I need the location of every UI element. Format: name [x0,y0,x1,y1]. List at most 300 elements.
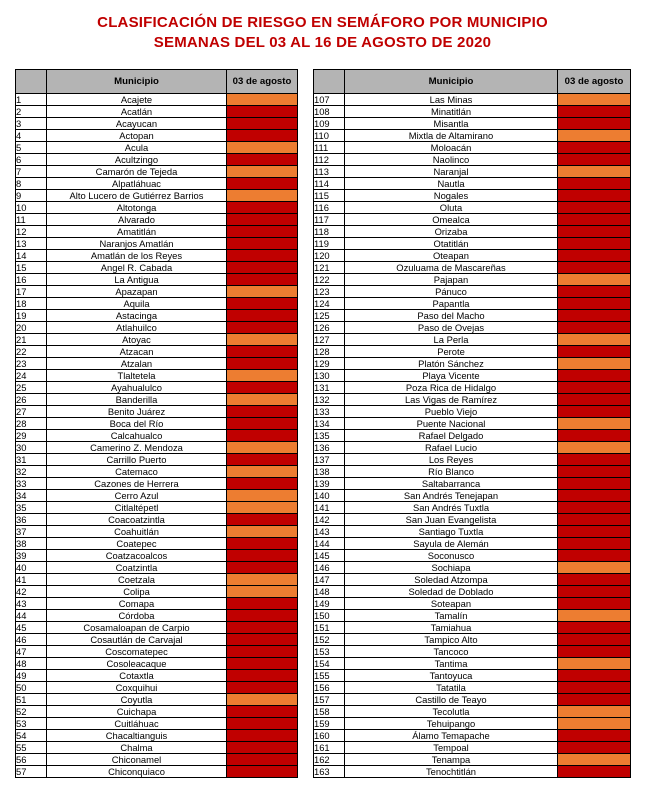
table-row [314,634,631,646]
semaforo-rojo-cell [558,538,631,550]
municipio-name: Tancoco [345,646,558,658]
table-row [314,670,631,682]
semaforo-rojo-cell [558,346,631,358]
semaforo-naranja-cell [558,562,631,574]
table-row [314,118,631,130]
table-row [16,454,298,466]
row-number: 141 [314,502,345,514]
municipio-name: Soledad Atzompa [345,574,558,586]
row-number: 125 [314,310,345,322]
semaforo-rojo-cell [227,226,298,238]
semaforo-rojo-cell [227,658,298,670]
municipio-name: Pueblo Viejo [345,406,558,418]
municipio-name: Coatzintla [47,562,227,574]
row-number: 29 [16,430,47,442]
page-subtitle: SEMANAS DEL 03 AL 16 DE AGOSTO DE 2020 [153,34,492,51]
row-number: 120 [314,250,345,262]
table-row [314,502,631,514]
municipio-name: Paso del Macho [345,310,558,322]
row-number: 139 [314,478,345,490]
municipio-name: Chiconquiaco [47,766,227,778]
table-row [16,478,298,490]
table-row [314,442,631,454]
municipio-name: Acatlán [47,106,227,118]
semaforo-rojo-cell [227,634,298,646]
municipio-name: Orizaba [345,226,558,238]
municipio-name: Cosoleacaque [47,658,227,670]
semaforo-rojo-cell [227,622,298,634]
row-number: 9 [16,190,47,202]
semaforo-naranja-cell [227,526,298,538]
row-number: 128 [314,346,345,358]
semaforo-rojo-cell [558,466,631,478]
semaforo-rojo-cell [227,718,298,730]
semaforo-rojo-cell [227,418,298,430]
table-row [16,646,298,658]
row-number: 138 [314,466,345,478]
table-row [314,742,631,754]
table-row [16,610,298,622]
municipio-name: Tecolutla [345,706,558,718]
row-number: 148 [314,586,345,598]
semaforo-rojo-cell [558,634,631,646]
municipio-name: Los Reyes [345,454,558,466]
municipio-name: Naolinco [345,154,558,166]
row-number: 34 [16,490,47,502]
row-number: 38 [16,538,47,550]
table-row [314,190,631,202]
municipio-name: Chacaltianguis [47,730,227,742]
table-header-row [16,70,298,94]
semaforo-rojo-cell [558,298,631,310]
semaforo-rojo-cell [227,106,298,118]
municipio-name: Las Vigas de Ramírez [345,394,558,406]
table-row [16,370,298,382]
row-number: 3 [16,118,47,130]
row-number: 155 [314,670,345,682]
row-number: 154 [314,658,345,670]
municipio-name: Chalma [47,742,227,754]
semaforo-rojo-cell [227,250,298,262]
semaforo-naranja-cell [227,586,298,598]
table-row [16,178,298,190]
table-row [314,202,631,214]
row-number: 134 [314,418,345,430]
row-number: 49 [16,670,47,682]
semaforo-naranja-cell [558,442,631,454]
row-number: 126 [314,322,345,334]
semaforo-rojo-cell [558,646,631,658]
municipio-name: Nautla [345,178,558,190]
table-row [314,298,631,310]
municipio-name: Minatitlán [345,106,558,118]
table-row [314,682,631,694]
row-number: 53 [16,718,47,730]
row-number: 130 [314,370,345,382]
municipio-name: Cerro Azul [47,490,227,502]
row-number: 14 [16,250,47,262]
semaforo-naranja-cell [227,142,298,154]
header-municipio: Municipio [47,70,227,94]
table-row [314,730,631,742]
semaforo-rojo-cell [558,394,631,406]
table-row [16,586,298,598]
row-number: 122 [314,274,345,286]
semaforo-rojo-cell [227,118,298,130]
municipio-name: Ozuluama de Mascareñas [345,262,558,274]
row-number: 146 [314,562,345,574]
row-number: 46 [16,634,47,646]
municipio-name: Aquila [47,298,227,310]
municipio-name: Sochiapa [345,562,558,574]
table-row [314,178,631,190]
table-row [16,94,298,106]
table-row [314,262,631,274]
table-row [16,442,298,454]
semaforo-rojo-cell [227,766,298,778]
semaforo-naranja-cell [227,286,298,298]
semaforo-naranja-cell [227,490,298,502]
row-number: 39 [16,550,47,562]
table-row [16,598,298,610]
row-number: 142 [314,514,345,526]
row-number: 24 [16,370,47,382]
table-row [314,310,631,322]
municipio-name: Cotaxtla [47,670,227,682]
table-row [16,634,298,646]
municipio-name: Angel R. Cabada [47,262,227,274]
table-row [314,106,631,118]
table-row [314,346,631,358]
row-number: 144 [314,538,345,550]
municipio-name: Rafael Delgado [345,430,558,442]
table-row [16,358,298,370]
semaforo-rojo-cell [227,202,298,214]
semaforo-naranja-cell [227,166,298,178]
municipio-name: Coatzacoalcos [47,550,227,562]
municipio-name: Actopan [47,130,227,142]
table-row [16,118,298,130]
table-row [314,394,631,406]
row-number: 157 [314,694,345,706]
table-row [314,358,631,370]
row-number: 108 [314,106,345,118]
semaforo-rojo-cell [558,190,631,202]
table-row [314,646,631,658]
header-week: 03 de agosto [558,70,631,94]
municipio-name: Playa Vicente [345,370,558,382]
table-row [314,214,631,226]
municipio-name: Acajete [47,94,227,106]
table-row [314,142,631,154]
row-number: 25 [16,382,47,394]
semaforo-rojo-cell [227,478,298,490]
municipio-name: Tantoyuca [345,670,558,682]
municipio-name: Soconusco [345,550,558,562]
table-row [16,214,298,226]
semaforo-rojo-cell [558,310,631,322]
semaforo-rojo-cell [227,346,298,358]
semaforo-rojo-cell [558,286,631,298]
row-number: 115 [314,190,345,202]
row-number: 37 [16,526,47,538]
row-number: 33 [16,478,47,490]
row-number: 51 [16,694,47,706]
table-row [16,106,298,118]
table-row [314,610,631,622]
row-number: 150 [314,610,345,622]
semaforo-rojo-cell [558,478,631,490]
semaforo-rojo-cell [558,574,631,586]
semaforo-rojo-cell [227,454,298,466]
table-row [16,658,298,670]
table-row [314,370,631,382]
table-row [16,718,298,730]
row-number: 129 [314,358,345,370]
municipio-name: Mixtla de Altamirano [345,130,558,142]
semaforo-rojo-cell [227,238,298,250]
semaforo-rojo-cell [558,430,631,442]
table-row [314,706,631,718]
table-row [314,322,631,334]
table-row [16,334,298,346]
semaforo-naranja-cell [227,334,298,346]
row-number: 55 [16,742,47,754]
semaforo-rojo-cell [558,454,631,466]
row-number: 153 [314,646,345,658]
table-header-row [314,70,631,94]
table-row [314,226,631,238]
semaforo-naranja-cell [227,694,298,706]
table-row [314,250,631,262]
municipio-name: Camarón de Tejeda [47,166,227,178]
row-number: 28 [16,418,47,430]
row-number: 133 [314,406,345,418]
table-row [16,142,298,154]
table-row [16,550,298,562]
municipio-name: Oluta [345,202,558,214]
row-number: 41 [16,574,47,586]
semaforo-rojo-cell [227,130,298,142]
table-row [314,406,631,418]
row-number: 11 [16,214,47,226]
table-row [16,238,298,250]
municipio-name: Coetzala [47,574,227,586]
table-row [314,382,631,394]
row-number: 52 [16,706,47,718]
municipio-name: Cuichapa [47,706,227,718]
row-number: 35 [16,502,47,514]
row-number: 4 [16,130,47,142]
row-number: 40 [16,562,47,574]
municipio-name: La Perla [345,334,558,346]
row-number: 147 [314,574,345,586]
municipio-name: Atzalan [47,358,227,370]
municipio-name: Comapa [47,598,227,610]
row-number: 10 [16,202,47,214]
municipio-name: Altotonga [47,202,227,214]
municipio-name: Chiconamel [47,754,227,766]
municipio-name: Las Minas [345,94,558,106]
row-number: 47 [16,646,47,658]
municipio-name: Calcahualco [47,430,227,442]
municipio-name: Coatepec [47,538,227,550]
row-number: 20 [16,322,47,334]
row-number: 43 [16,598,47,610]
row-number: 32 [16,466,47,478]
municipio-name: Pajapan [345,274,558,286]
row-number: 160 [314,730,345,742]
row-number: 135 [314,430,345,442]
municipio-name: Álamo Temapache [345,730,558,742]
municipio-name: Santiago Tuxtla [345,526,558,538]
table-row [16,538,298,550]
municipio-name: Soteapan [345,598,558,610]
semaforo-rojo-cell [558,142,631,154]
semaforo-naranja-cell [227,94,298,106]
row-number: 113 [314,166,345,178]
semaforo-rojo-cell [558,370,631,382]
table-row [314,490,631,502]
row-number: 8 [16,178,47,190]
municipio-name: Coyutla [47,694,227,706]
semaforo-rojo-cell [227,538,298,550]
table-row [16,190,298,202]
table-row [16,310,298,322]
table-row [314,586,631,598]
risk-table-left [15,69,298,778]
municipio-name: Nogales [345,190,558,202]
municipio-name: Alpatláhuac [47,178,227,190]
table-row [314,538,631,550]
table-row [314,454,631,466]
row-number: 54 [16,730,47,742]
table-row [16,154,298,166]
table-row [314,514,631,526]
row-number: 19 [16,310,47,322]
semaforo-rojo-cell [227,310,298,322]
semaforo-rojo-cell [558,202,631,214]
municipio-name: Apazapan [47,286,227,298]
row-number: 117 [314,214,345,226]
table-row [16,502,298,514]
municipio-name: Coacoatzintla [47,514,227,526]
municipio-name: Platón Sánchez [345,358,558,370]
municipio-name: Atoyac [47,334,227,346]
row-number: 109 [314,118,345,130]
table-row [16,742,298,754]
table-row [16,286,298,298]
semaforo-rojo-cell [558,106,631,118]
municipio-name: Rafael Lucio [345,442,558,454]
table-row [16,706,298,718]
municipio-name: Astacinga [47,310,227,322]
municipio-name: Catemaco [47,466,227,478]
municipio-name: Tantima [345,658,558,670]
semaforo-rojo-cell [558,406,631,418]
table-row [16,130,298,142]
row-number: 27 [16,406,47,418]
municipio-name: Soledad de Doblado [345,586,558,598]
semaforo-rojo-cell [227,274,298,286]
municipio-name: Omealca [345,214,558,226]
municipio-name: San Andrés Tuxtla [345,502,558,514]
semaforo-naranja-cell [227,574,298,586]
row-number: 2 [16,106,47,118]
semaforo-naranja-cell [558,610,631,622]
table-row [16,322,298,334]
row-number: 45 [16,622,47,634]
semaforo-naranja-cell [558,658,631,670]
municipio-name: Moloacán [345,142,558,154]
semaforo-rojo-cell [558,742,631,754]
semaforo-rojo-cell [227,358,298,370]
row-number: 163 [314,766,345,778]
semaforo-rojo-cell [227,214,298,226]
table-row [16,694,298,706]
table-row [16,670,298,682]
municipio-name: Tamiahua [345,622,558,634]
municipio-name: Oteapan [345,250,558,262]
semaforo-naranja-cell [558,754,631,766]
row-number: 17 [16,286,47,298]
semaforo-rojo-cell [227,322,298,334]
table-row [16,298,298,310]
table-row [16,406,298,418]
municipio-name: Colipa [47,586,227,598]
municipio-name: Acayucan [47,118,227,130]
row-number: 132 [314,394,345,406]
municipio-name: Perote [345,346,558,358]
semaforo-rojo-cell [227,562,298,574]
municipio-name: Sayula de Alemán [345,538,558,550]
row-number: 119 [314,238,345,250]
municipio-name: Ayahualulco [47,382,227,394]
municipio-name: Banderilla [47,394,227,406]
semaforo-rojo-cell [558,250,631,262]
table-row [314,574,631,586]
risk-table-right [313,69,631,778]
semaforo-rojo-cell [558,526,631,538]
row-number: 31 [16,454,47,466]
semaforo-rojo-cell [227,514,298,526]
semaforo-rojo-cell [558,214,631,226]
municipio-name: Citlaltépetl [47,502,227,514]
semaforo-rojo-cell [558,154,631,166]
row-number: 124 [314,298,345,310]
row-number: 152 [314,634,345,646]
table-row [314,694,631,706]
row-number: 136 [314,442,345,454]
municipio-name: Otatitlán [345,238,558,250]
row-number: 145 [314,550,345,562]
table-row [314,598,631,610]
semaforo-naranja-cell [227,394,298,406]
table-row [16,202,298,214]
municipio-name: Poza Rica de Hidalgo [345,382,558,394]
semaforo-rojo-cell [227,178,298,190]
semaforo-rojo-cell [558,598,631,610]
row-number: 50 [16,682,47,694]
municipio-name: Camerino Z. Mendoza [47,442,227,454]
municipio-name: Coxquihui [47,682,227,694]
municipio-name: Alto Lucero de Gutiérrez Barrios [47,190,227,202]
row-number: 22 [16,346,47,358]
municipio-name: Cosamaloapan de Carpio [47,622,227,634]
row-number: 42 [16,586,47,598]
semaforo-naranja-cell [558,718,631,730]
table-row [314,526,631,538]
